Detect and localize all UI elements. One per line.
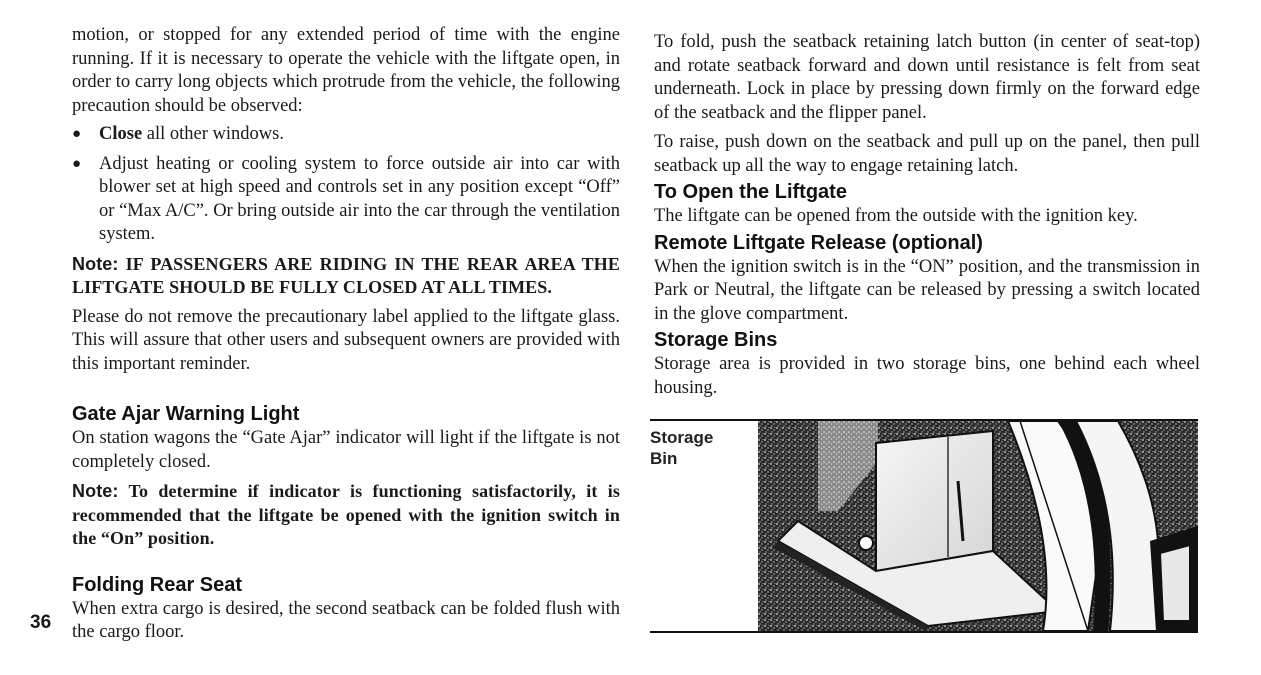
caption-line-1: Storage xyxy=(650,428,714,447)
note-label: Note: xyxy=(72,481,119,501)
list-item xyxy=(72,153,620,247)
storage-bin-figure xyxy=(650,419,1198,635)
open-liftgate-heading: To Open the Liftgate xyxy=(654,181,847,203)
caption-line-2: Bin xyxy=(650,449,678,468)
bullet-text: all other windows. xyxy=(142,124,284,144)
passenger-warning xyxy=(72,253,620,300)
storage-bin-illustration xyxy=(758,421,1198,631)
figure-caption xyxy=(650,427,750,469)
folding-seat-heading: Folding Rear Seat xyxy=(72,573,243,596)
raise-paragraph: To raise, push down on the seatback and pull up on the panel, then pull seatback up all the way to engage retaining latch. xyxy=(654,132,1200,176)
bullet-lead: Close xyxy=(99,124,143,144)
bin-latch xyxy=(859,536,873,550)
note-text: To determine if indicator is functioning satisfactorily, it is recommended that the liftgate be opened with the ignition switch in the “On” position. xyxy=(72,481,620,548)
figure-bottom-rule xyxy=(650,631,1198,633)
list-item xyxy=(72,123,620,147)
gate-ajar-note xyxy=(72,480,620,551)
storage-bins-heading: Storage Bins xyxy=(654,329,778,351)
remote-release-body: When the ignition switch is in the “ON” position, and the transmission in Park or Neutral, the liftgate can be released by pressing a switch located in the glove compartment. xyxy=(654,256,1200,324)
open-liftgate-body: The liftgate can be opened from the outside with the ignition key. xyxy=(654,206,1138,226)
note-label: Note: xyxy=(72,253,119,274)
folding-seat-body: When extra cargo is desired, the second seatback can be folded flush with the cargo floor. xyxy=(72,598,620,642)
gate-ajar-heading: Gate Ajar Warning Light xyxy=(72,403,300,425)
bullet-text: Adjust heating or cooling system to force outside air into car with blower set at high speed and controls set in any position except “Off” or “Max A/C”. Or bring outside air into the car through the ventilation system. xyxy=(99,153,620,244)
label-paragraph: Please do not remove the precautionary label applied to the liftgate glass. This will assure that other users and subsequent owners are provided with this important reminder. xyxy=(72,306,620,374)
tail-light-lens xyxy=(1160,545,1190,621)
intro-paragraph: motion, or stopped for any extended period of time with the engine running. If it is necessary to operate the vehicle with the liftgate open, in order to carry long objects which protrude from the vehicle, the following precaution should be observed: xyxy=(72,25,620,116)
right-column xyxy=(654,31,1200,400)
precaution-list xyxy=(72,123,620,247)
bin-back-panel xyxy=(876,431,993,571)
remote-release-heading: Remote Liftgate Release (optional) xyxy=(654,231,983,254)
page-number: 36 xyxy=(30,612,52,633)
left-column xyxy=(72,24,620,645)
note-text: IF PASSENGERS ARE RIDING IN THE REAR AREA THE LIFTGATE SHOULD BE FULLY CLOSED AT ALL TIMES. xyxy=(72,253,620,297)
storage-bins-body: Storage area is provided in two storage bins, one behind each wheel housing. xyxy=(654,354,1200,398)
gate-ajar-body: On station wagons the “Gate Ajar” indicator will light if the liftgate is not completely closed. xyxy=(72,428,620,472)
fold-paragraph: To fold, push the seatback retaining latch button (in center of seat-top) and rotate seatback forward and down until resistance is felt from seat underneath. Lock in place by pressing down firmly on the forward edge of the seatback and the flipper panel. xyxy=(654,32,1200,123)
